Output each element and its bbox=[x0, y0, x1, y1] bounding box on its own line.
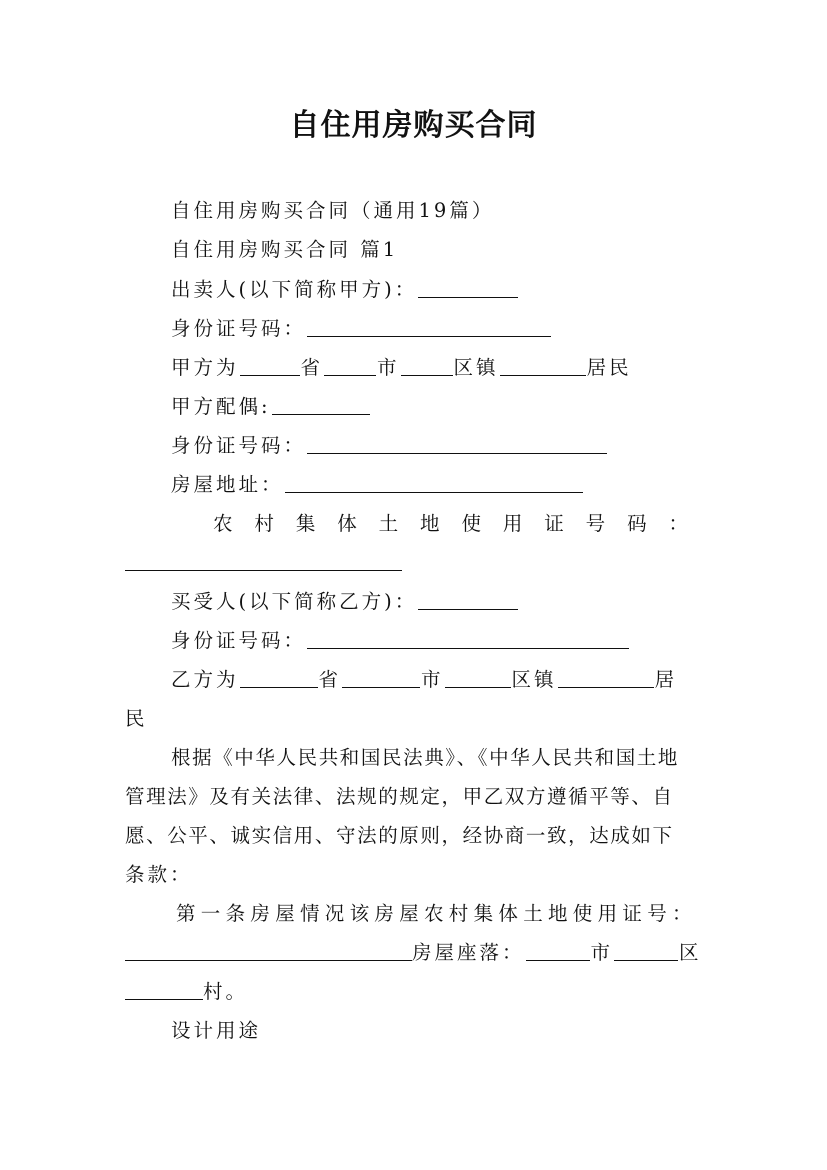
house-address-label: 房屋地址： bbox=[171, 473, 284, 496]
land-cert-char: 土 bbox=[378, 512, 399, 535]
city-label: 市 bbox=[421, 668, 444, 691]
preamble-text: 条款： bbox=[125, 863, 193, 886]
resident-label-cont: 民 bbox=[125, 707, 148, 730]
design-purpose-label: 设计用途 bbox=[171, 1019, 262, 1042]
district-label: 区镇 bbox=[453, 356, 499, 379]
article-1-line-2 bbox=[125, 940, 702, 966]
province-label: 省 bbox=[318, 668, 342, 691]
preamble-text: 管理法》及有关法律、法规的规定，甲乙双方遵循平等、自 bbox=[125, 785, 674, 808]
preamble-text: 愿、公平、诚实信用、守法的原则，经协商一致，达成如下 bbox=[125, 824, 674, 847]
preamble-line-1 bbox=[171, 745, 679, 771]
seller-district-blank[interactable] bbox=[401, 357, 453, 376]
seller-id-label: 身份证号码： bbox=[171, 317, 307, 340]
buyer-id-blank[interactable] bbox=[307, 630, 629, 649]
article-1-line-3 bbox=[125, 979, 248, 1005]
land-cert-char: 集 bbox=[295, 512, 316, 535]
seller-residence-line bbox=[171, 355, 632, 381]
chapter-heading bbox=[171, 237, 398, 263]
location-city-blank[interactable] bbox=[526, 942, 590, 961]
seller-town-blank[interactable] bbox=[500, 357, 586, 376]
house-address-line bbox=[171, 472, 584, 498]
house-location-label: 房屋座落： bbox=[412, 941, 525, 964]
city-label: 市 bbox=[377, 356, 400, 379]
resident-label: 居 bbox=[654, 668, 678, 691]
subtitle bbox=[171, 198, 494, 224]
buyer-id-label: 身份证号码： bbox=[171, 629, 307, 652]
land-cert-char: 用 bbox=[502, 512, 523, 535]
seller-id-line bbox=[171, 316, 552, 342]
preamble-line-3 bbox=[125, 823, 674, 849]
land-cert-char: 证 bbox=[544, 512, 564, 535]
spouse-id-line bbox=[171, 433, 608, 459]
buyer-residence-label: 乙方为 bbox=[171, 668, 239, 691]
seller-blank[interactable] bbox=[418, 279, 518, 298]
land-cert-char: 村 bbox=[254, 512, 274, 535]
seller-spouse-blank[interactable] bbox=[272, 396, 370, 415]
buyer-id-line bbox=[171, 628, 630, 654]
seller-label: 出卖人(以下简称甲方)： bbox=[171, 278, 418, 301]
seller-id-blank[interactable] bbox=[307, 318, 551, 337]
spouse-id-label: 身份证号码： bbox=[171, 434, 307, 457]
subtitle-text: 自住用房购买合同（通用19篇） bbox=[171, 199, 495, 222]
city-label: 市 bbox=[590, 941, 614, 964]
seller-line bbox=[171, 277, 519, 303]
buyer-town-blank[interactable] bbox=[558, 669, 654, 688]
seller-residence-label: 甲方为 bbox=[171, 356, 239, 379]
house-address-blank[interactable] bbox=[285, 474, 583, 493]
buyer-label: 买受人(以下简称乙方)： bbox=[171, 590, 418, 613]
seller-city-blank[interactable] bbox=[324, 357, 376, 376]
design-purpose-line bbox=[171, 1018, 261, 1044]
preamble-line-4 bbox=[125, 862, 193, 888]
buyer-blank[interactable] bbox=[418, 591, 518, 610]
land-cert-char: 体 bbox=[337, 512, 357, 535]
resident-label: 居民 bbox=[586, 356, 632, 379]
seller-spouse-label: 甲方配偶: bbox=[171, 395, 271, 418]
land-cert-char: ： bbox=[668, 512, 688, 535]
buyer-residence-line bbox=[171, 667, 677, 693]
land-cert-line bbox=[213, 511, 688, 537]
district-label: 区镇 bbox=[511, 668, 557, 691]
chapter-heading-text: 自住用房购买合同 篇1 bbox=[171, 238, 399, 261]
province-label: 省 bbox=[300, 356, 324, 379]
buyer-residence-cont bbox=[125, 706, 148, 732]
land-cert-char: 农 bbox=[213, 512, 233, 535]
land-cert-blank[interactable] bbox=[125, 552, 402, 571]
village-label: 村。 bbox=[203, 980, 249, 1003]
buyer-city-blank[interactable] bbox=[342, 669, 420, 688]
land-cert-blank-line bbox=[125, 550, 402, 576]
land-cert-char: 使 bbox=[461, 512, 481, 535]
land-cert-char: 码 bbox=[627, 512, 647, 535]
land-cert-number-blank[interactable] bbox=[125, 942, 412, 961]
buyer-province-blank[interactable] bbox=[240, 669, 318, 688]
seller-spouse-line bbox=[171, 394, 371, 420]
buyer-line bbox=[171, 589, 519, 615]
preamble-line-2 bbox=[125, 784, 674, 810]
location-district-blank[interactable] bbox=[614, 942, 678, 961]
land-cert-char: 地 bbox=[420, 512, 440, 535]
village-blank[interactable] bbox=[125, 981, 203, 1000]
page-title: 自住用房购买合同 bbox=[289, 108, 538, 143]
preamble-text: 根据《中华人民共和国民法典》、《中华人民共和国土地 bbox=[171, 746, 680, 769]
article-1-line-1 bbox=[176, 901, 697, 927]
spouse-id-blank[interactable] bbox=[307, 435, 607, 454]
article-1-text: 第一条房屋情况该房屋农村集体土地使用证号： bbox=[176, 902, 697, 925]
buyer-district-blank[interactable] bbox=[445, 669, 511, 688]
seller-province-blank[interactable] bbox=[240, 357, 300, 376]
land-cert-char: 号 bbox=[585, 512, 606, 535]
district-label: 区 bbox=[679, 941, 702, 964]
